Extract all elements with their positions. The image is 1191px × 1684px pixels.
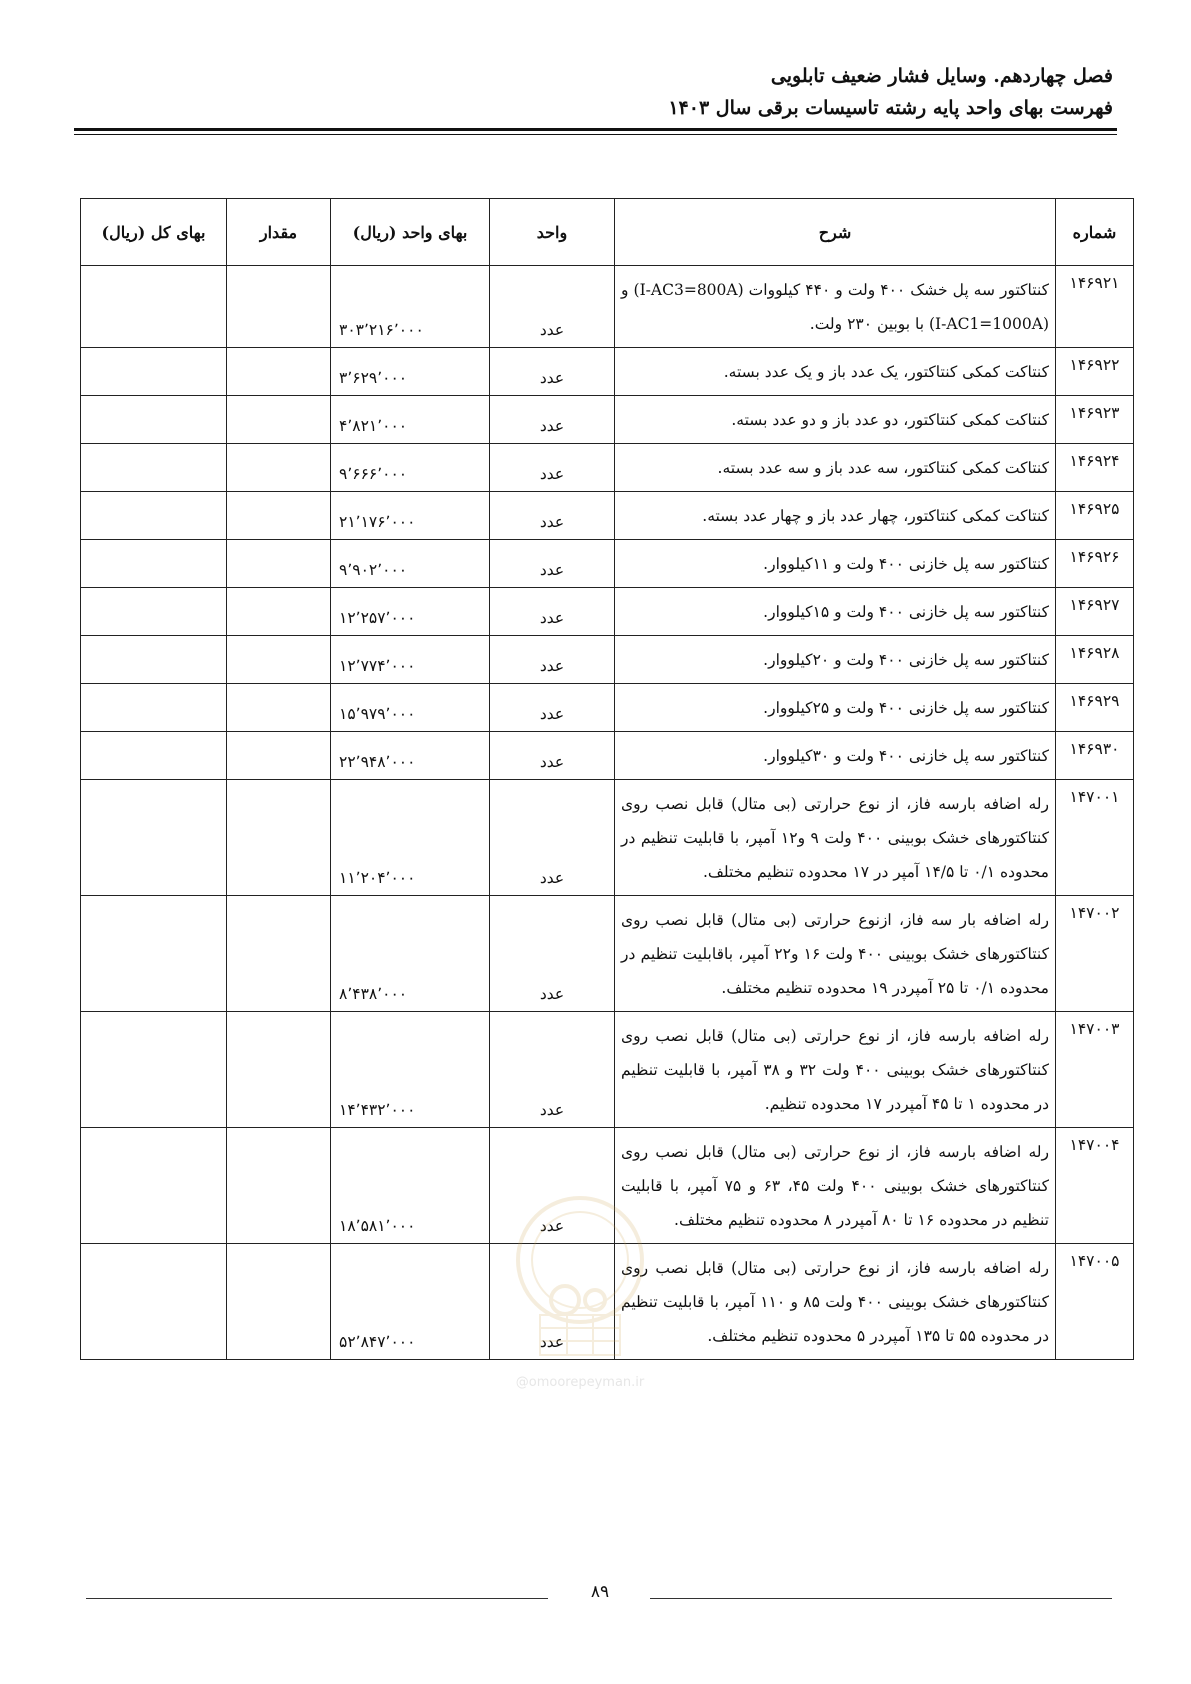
item-total-price [81,1244,227,1360]
item-quantity [227,1244,331,1360]
item-unit: عدد [490,588,615,636]
item-description: کنتاکتور سه پل خازنی ۴۰۰ ولت و ۱۱کیلووار. [615,540,1056,588]
watermark-text: @omoorepeyman.ir [515,1375,645,1390]
item-description: کنتاکت کمکی کنتاکتور، دو عدد باز و دو عدد بسته. [615,396,1056,444]
table-row [81,396,1134,444]
item-number: ۱۴۶۹۲۶ [1056,540,1134,588]
item-number: ۱۴۷۰۰۵ [1056,1244,1134,1360]
item-quantity [227,444,331,492]
item-quantity [227,1128,331,1244]
item-quantity [227,588,331,636]
watermark-logo-icon [510,1190,650,1400]
item-total-price [81,684,227,732]
table-row [81,896,1134,1012]
item-total-price [81,444,227,492]
item-unit: عدد [490,348,615,396]
item-unit: عدد [490,684,615,732]
item-unit: عدد [490,1128,615,1244]
table-row [81,636,1134,684]
item-total-price [81,896,227,1012]
item-total-price [81,732,227,780]
item-unit-price: ۹٬۹۰۲٬۰۰۰ [331,540,490,588]
item-unit: عدد [490,492,615,540]
item-quantity [227,1012,331,1128]
item-quantity [227,780,331,896]
item-number: ۱۴۷۰۰۳ [1056,1012,1134,1128]
item-quantity [227,266,331,348]
table-row [81,1012,1134,1128]
item-total-price [81,266,227,348]
table-row [81,444,1134,492]
item-unit: عدد [490,732,615,780]
item-number: ۱۴۷۰۰۱ [1056,780,1134,896]
item-unit: عدد [490,396,615,444]
item-unit-price: ۲۱٬۱۷۶٬۰۰۰ [331,492,490,540]
item-unit-price: ۱۲٬۲۵۷٬۰۰۰ [331,588,490,636]
item-total-price [81,780,227,896]
item-total-price [81,588,227,636]
table-row [81,780,1134,896]
header-unit-price: بهای واحد (ریال) [331,199,490,266]
item-description: کنتاکت کمکی کنتاکتور، چهار عدد باز و چهار عدد بسته. [615,492,1056,540]
item-total-price [81,396,227,444]
item-unit: عدد [490,1244,615,1360]
header-unit: واحد [490,199,615,266]
item-unit-price: ۸٬۴۳۸٬۰۰۰ [331,896,490,1012]
header-number: شماره [1056,199,1134,266]
item-unit: عدد [490,896,615,1012]
item-unit: عدد [490,266,615,348]
item-number: ۱۴۶۹۲۲ [1056,348,1134,396]
item-unit: عدد [490,780,615,896]
footer-rule-right [650,1598,1112,1599]
header-total-price: بهای کل (ریال) [81,199,227,266]
item-unit-price: ۲۲٬۹۴۸٬۰۰۰ [331,732,490,780]
item-unit-price: ۱۸٬۵۸۱٬۰۰۰ [331,1128,490,1244]
header-rule-thin [74,134,1117,135]
table-row [81,684,1134,732]
chapter-title: فصل چهاردهم. وسایل فشار ضعیف تابلویی [770,65,1113,87]
item-description: کنتاکتور سه پل خازنی ۴۰۰ ولت و ۲۰کیلووار. [615,636,1056,684]
item-unit-price: ۱۲٬۷۷۴٬۰۰۰ [331,636,490,684]
item-quantity [227,636,331,684]
item-quantity [227,396,331,444]
page-header [79,60,1113,124]
header-rule-thick [74,128,1117,131]
table-row [81,492,1134,540]
item-unit: عدد [490,540,615,588]
header-description: شرح [615,199,1056,266]
item-number: ۱۴۶۹۲۵ [1056,492,1134,540]
item-description: کنتاکت کمکی کنتاکتور، یک عدد باز و یک عدد بسته. [615,348,1056,396]
item-description: رله اضافه بارسه فاز، از نوع حرارتی (بی متال) قابل نصب روی کنتاکتورهای خشک بوبینی ۴۰۰ ولت ۴۵، ۶۳ و ۷۵ آمپر، با قابلیت تنظیم در محدوده ۱۶ تا ۸۰ آمپردر ۸ محدوده تنظیم مختلف. [615,1128,1056,1244]
item-total-price [81,1012,227,1128]
item-unit: عدد [490,444,615,492]
item-quantity [227,684,331,732]
item-total-price [81,1128,227,1244]
price-table [80,198,1134,1360]
item-unit: عدد [490,636,615,684]
item-quantity [227,540,331,588]
item-number: ۱۴۶۹۲۹ [1056,684,1134,732]
item-description: کنتاکتور سه پل خشک ۴۰۰ ولت و ۴۴۰ کیلووات (I-AC3=800A) و (I-AC1=1000A) با بوبین ۲۳۰ ولت. [615,266,1056,348]
item-unit-price: ۳۰۳٬۲۱۶٬۰۰۰ [331,266,490,348]
item-number: ۱۴۶۹۳۰ [1056,732,1134,780]
item-number: ۱۴۶۹۲۳ [1056,396,1134,444]
table-header-row [81,199,1134,266]
item-unit: عدد [490,1012,615,1128]
item-quantity [227,492,331,540]
table-row [81,348,1134,396]
item-quantity [227,348,331,396]
item-description: رله اضافه بارسه فاز، از نوع حرارتی (بی متال) قابل نصب روی کنتاکتورهای خشک بوبینی ۴۰۰ ولت ۳۲ و ۳۸ آمپر، با قابلیت تنظیم در محدوده ۱ تا ۴۵ آمپردر ۱۷ محدوده تنظیم. [615,1012,1056,1128]
item-description: رله اضافه بارسه فاز، از نوع حرارتی (بی متال) قابل نصب روی کنتاکتورهای خشک بوبینی ۴۰۰ ولت ۹ و۱۲ آمپر، با قابلیت تنظیم در محدوده ۰/۱ تا ۱۴/۵ آمپر در ۱۷ محدوده تنظیم مختلف. [615,780,1056,896]
item-unit-price: ۱۵٬۹۷۹٬۰۰۰ [331,684,490,732]
table-row [81,266,1134,348]
item-unit-price: ۱۴٬۴۳۲٬۰۰۰ [331,1012,490,1128]
page-number: ۸۹ [590,1582,610,1602]
item-unit-price: ۳٬۶۲۹٬۰۰۰ [331,348,490,396]
item-description: کنتاکتور سه پل خازنی ۴۰۰ ولت و ۱۵کیلووار. [615,588,1056,636]
item-description: کنتاکتور سه پل خازنی ۴۰۰ ولت و ۲۵کیلووار. [615,684,1056,732]
item-description: رله اضافه بارسه فاز، از نوع حرارتی (بی متال) قابل نصب روی کنتاکتورهای خشک بوبینی ۴۰۰ ولت ۸۵ و ۱۱۰ آمپر، با قابلیت تنظیم در محدوده ۵۵ تا ۱۳۵ آمپردر ۵ محدوده تنظیم مختلف. [615,1244,1056,1360]
item-total-price [81,636,227,684]
document-title: فهرست بهای واحد پایه رشته تاسیسات برقی سال ۱۴۰۳ [668,97,1113,119]
item-total-price [81,348,227,396]
item-unit-price: ۴٬۸۲۱٬۰۰۰ [331,396,490,444]
item-description: رله اضافه بار سه فاز، ازنوع حرارتی (بی متال) قابل نصب روی کنتاکتورهای خشک بوبینی ۴۰۰ ولت ۱۶ و۲۲ آمپر، باقابلیت تنظیم در محدوده ۰/۱ تا ۲۵ آمپردر ۱۹ محدوده تنظیم مختلف. [615,896,1056,1012]
item-number: ۱۴۶۹۲۴ [1056,444,1134,492]
item-total-price [81,540,227,588]
item-number: ۱۴۶۹۲۱ [1056,266,1134,348]
item-unit-price: ۱۱٬۲۰۴٬۰۰۰ [331,780,490,896]
footer-rule-left [86,1598,548,1599]
item-total-price [81,492,227,540]
table-row [81,732,1134,780]
item-quantity [227,732,331,780]
table-row [81,588,1134,636]
item-number: ۱۴۷۰۰۲ [1056,896,1134,1012]
item-unit-price: ۵۲٬۸۴۷٬۰۰۰ [331,1244,490,1360]
item-description: کنتاکت کمکی کنتاکتور، سه عدد باز و سه عدد بسته. [615,444,1056,492]
item-description: کنتاکتور سه پل خازنی ۴۰۰ ولت و ۳۰کیلووار. [615,732,1056,780]
item-quantity [227,896,331,1012]
item-unit-price: ۹٬۶۶۶٬۰۰۰ [331,444,490,492]
header-quantity: مقدار [227,199,331,266]
item-number: ۱۴۶۹۲۸ [1056,636,1134,684]
item-number: ۱۴۷۰۰۴ [1056,1128,1134,1244]
item-number: ۱۴۶۹۲۷ [1056,588,1134,636]
table-row [81,540,1134,588]
